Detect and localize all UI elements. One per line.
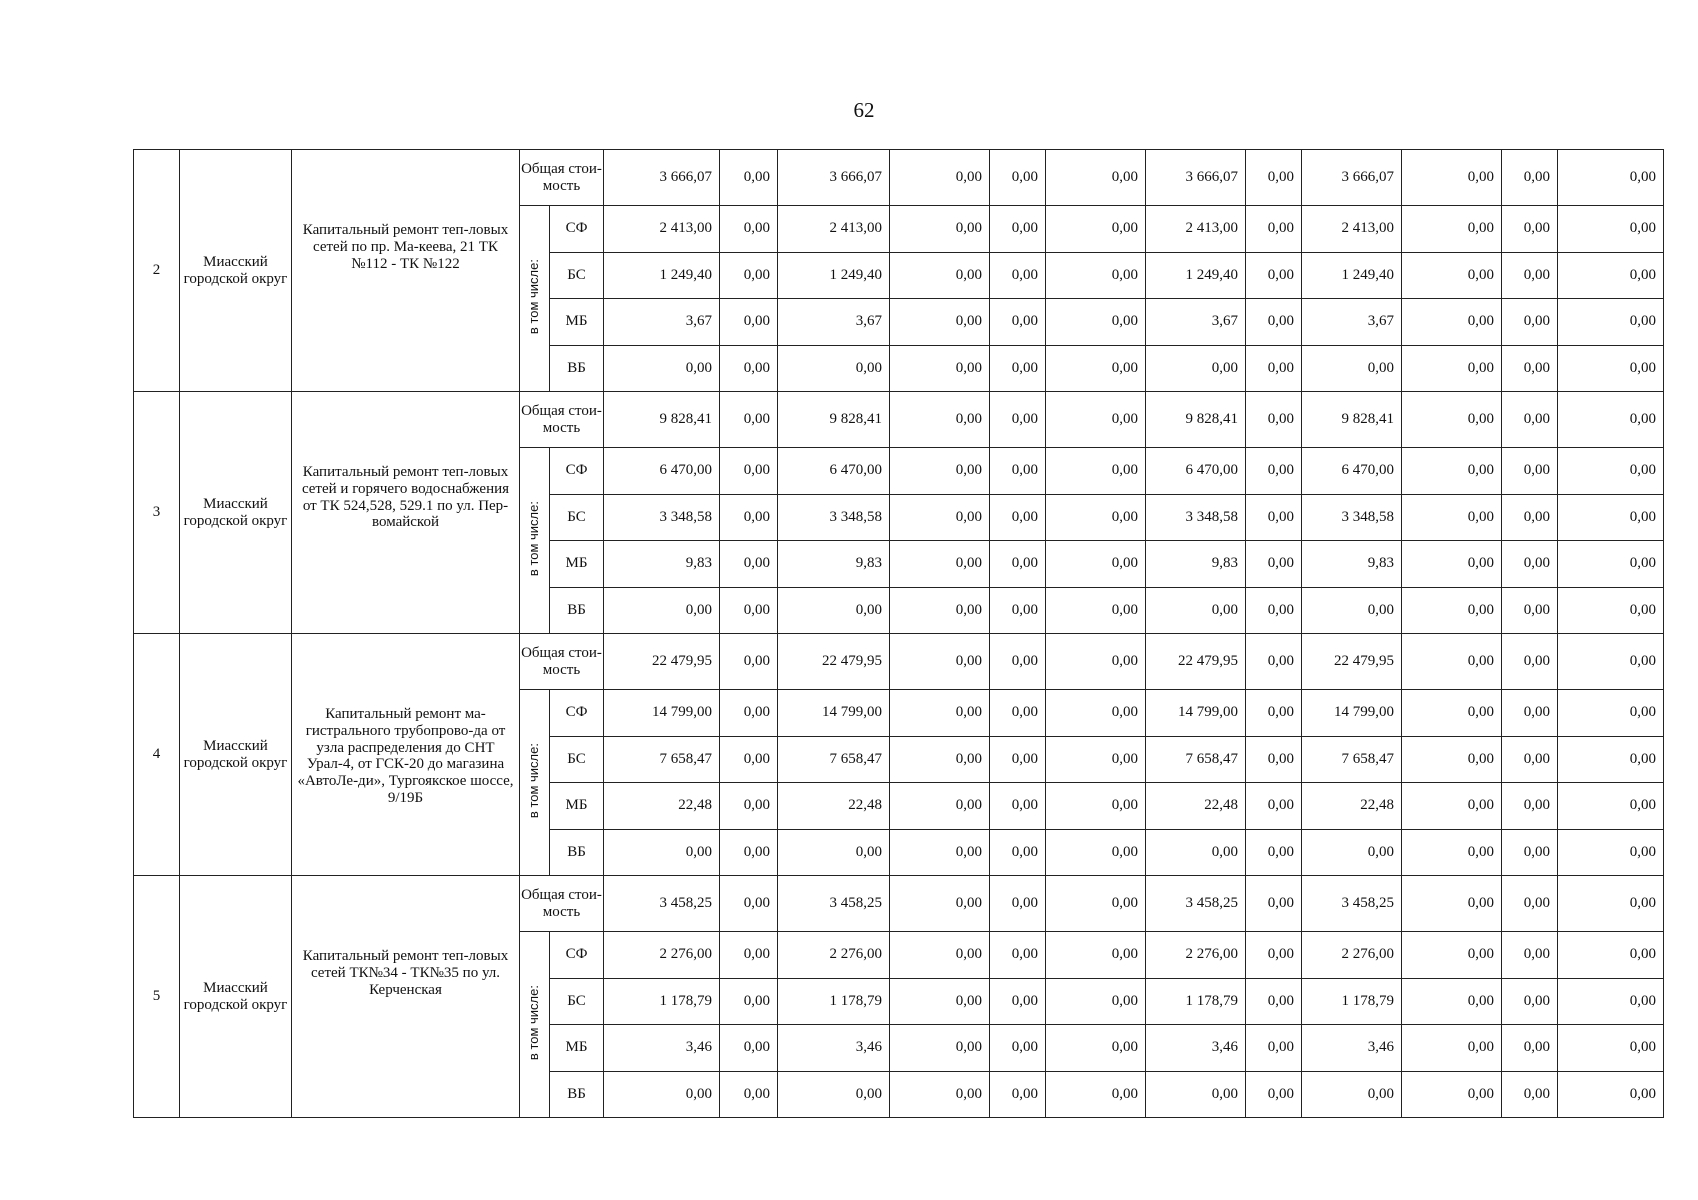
value-cell-c10: 0,00 xyxy=(1402,876,1502,932)
value-cell-c3: 3,67 xyxy=(778,299,890,346)
value-cell-c5: 0,00 xyxy=(990,876,1046,932)
value-cell-c11: 0,00 xyxy=(1502,690,1558,737)
value-cell-c6: 0,00 xyxy=(1046,494,1146,541)
including-label-cell xyxy=(520,206,550,392)
value-cell-c5: 0,00 xyxy=(990,932,1046,979)
row-index: 5 xyxy=(134,876,180,1118)
value-cell-c5: 0,00 xyxy=(990,541,1046,588)
project-name-cell xyxy=(292,392,520,634)
value-cell-c8: 0,00 xyxy=(1246,829,1302,876)
value-cell-c9: 3,46 xyxy=(1302,1025,1402,1072)
value-cell-c7: 0,00 xyxy=(1146,587,1246,634)
including-label: в том числе: xyxy=(526,500,542,576)
value-cell-c4: 0,00 xyxy=(890,252,990,299)
funding-source-label: БС xyxy=(550,736,604,783)
value-cell-c11: 0,00 xyxy=(1502,345,1558,392)
value-cell-c5: 0,00 xyxy=(990,392,1046,448)
row-index: 2 xyxy=(134,150,180,392)
value-cell-c3: 9,83 xyxy=(778,541,890,588)
value-cell-c3: 22,48 xyxy=(778,783,890,830)
municipality-cell: Миасский городской округ xyxy=(180,876,292,1118)
value-cell-c11: 0,00 xyxy=(1502,392,1558,448)
value-cell-total: 0,00 xyxy=(604,1071,720,1118)
value-cell-c5: 0,00 xyxy=(990,1071,1046,1118)
value-cell-c8: 0,00 xyxy=(1246,299,1302,346)
value-cell-c4: 0,00 xyxy=(890,829,990,876)
value-cell-c5: 0,00 xyxy=(990,494,1046,541)
value-cell-c6: 0,00 xyxy=(1046,1025,1146,1072)
value-cell-c7: 3 666,07 xyxy=(1146,150,1246,206)
value-cell-c3: 7 658,47 xyxy=(778,736,890,783)
funding-source-label: СФ xyxy=(550,448,604,495)
value-cell-c6: 0,00 xyxy=(1046,392,1146,448)
value-cell-c7: 22,48 xyxy=(1146,783,1246,830)
including-label: в том числе: xyxy=(526,258,542,334)
value-cell-c11: 0,00 xyxy=(1502,829,1558,876)
value-cell-c3: 0,00 xyxy=(778,345,890,392)
value-cell-c2: 0,00 xyxy=(720,494,778,541)
value-cell-c6: 0,00 xyxy=(1046,876,1146,932)
value-cell-c2: 0,00 xyxy=(720,299,778,346)
value-cell-c7: 22 479,95 xyxy=(1146,634,1246,690)
value-cell-c3: 14 799,00 xyxy=(778,690,890,737)
value-cell-c11: 0,00 xyxy=(1502,252,1558,299)
value-cell-c9: 2 413,00 xyxy=(1302,206,1402,253)
value-cell-c4: 0,00 xyxy=(890,1025,990,1072)
value-cell-c12: 0,00 xyxy=(1558,252,1664,299)
value-cell-c8: 0,00 xyxy=(1246,1071,1302,1118)
value-cell-c7: 3 458,25 xyxy=(1146,876,1246,932)
value-cell-c12: 0,00 xyxy=(1558,736,1664,783)
value-cell-c8: 0,00 xyxy=(1246,494,1302,541)
value-cell-c8: 0,00 xyxy=(1246,783,1302,830)
project-name-cell xyxy=(292,150,520,392)
value-cell-c8: 0,00 xyxy=(1246,634,1302,690)
value-cell-c4: 0,00 xyxy=(890,932,990,979)
value-cell-c11: 0,00 xyxy=(1502,1025,1558,1072)
value-cell-c6: 0,00 xyxy=(1046,690,1146,737)
value-cell-c8: 0,00 xyxy=(1246,1025,1302,1072)
value-cell-c4: 0,00 xyxy=(890,634,990,690)
value-cell-c8: 0,00 xyxy=(1246,736,1302,783)
value-cell-c3: 2 276,00 xyxy=(778,932,890,979)
value-cell-c5: 0,00 xyxy=(990,252,1046,299)
municipality-cell: Миасский городской округ xyxy=(180,150,292,392)
value-cell-c4: 0,00 xyxy=(890,299,990,346)
value-cell-c4: 0,00 xyxy=(890,690,990,737)
value-cell-c9: 0,00 xyxy=(1302,829,1402,876)
value-cell-c3: 0,00 xyxy=(778,829,890,876)
total-cost-label: Общая стои-мость xyxy=(520,150,604,206)
value-cell-c12: 0,00 xyxy=(1558,541,1664,588)
value-cell-c6: 0,00 xyxy=(1046,1071,1146,1118)
value-cell-c9: 7 658,47 xyxy=(1302,736,1402,783)
value-cell-c7: 2 413,00 xyxy=(1146,206,1246,253)
value-cell-c9: 22,48 xyxy=(1302,783,1402,830)
value-cell-c4: 0,00 xyxy=(890,392,990,448)
value-cell-c11: 0,00 xyxy=(1502,494,1558,541)
value-cell-c3: 2 413,00 xyxy=(778,206,890,253)
value-cell-c11: 0,00 xyxy=(1502,150,1558,206)
value-cell-total: 6 470,00 xyxy=(604,448,720,495)
value-cell-total: 3 666,07 xyxy=(604,150,720,206)
value-cell-c7: 0,00 xyxy=(1146,1071,1246,1118)
value-cell-c2: 0,00 xyxy=(720,345,778,392)
value-cell-c3: 3,46 xyxy=(778,1025,890,1072)
value-cell-c10: 0,00 xyxy=(1402,978,1502,1025)
value-cell-c12: 0,00 xyxy=(1558,448,1664,495)
funding-source-label: СФ xyxy=(550,932,604,979)
value-cell-c12: 0,00 xyxy=(1558,978,1664,1025)
value-cell-c8: 0,00 xyxy=(1246,252,1302,299)
value-cell-c12: 0,00 xyxy=(1558,494,1664,541)
budget-table xyxy=(133,149,1664,1118)
value-cell-c10: 0,00 xyxy=(1402,634,1502,690)
value-cell-c12: 0,00 xyxy=(1558,345,1664,392)
value-cell-c7: 2 276,00 xyxy=(1146,932,1246,979)
value-cell-c5: 0,00 xyxy=(990,783,1046,830)
value-cell-c9: 0,00 xyxy=(1302,1071,1402,1118)
value-cell-c7: 7 658,47 xyxy=(1146,736,1246,783)
value-cell-c4: 0,00 xyxy=(890,876,990,932)
value-cell-c5: 0,00 xyxy=(990,736,1046,783)
value-cell-c7: 0,00 xyxy=(1146,345,1246,392)
funding-source-label: МБ xyxy=(550,541,604,588)
value-cell-c3: 3 458,25 xyxy=(778,876,890,932)
value-cell-c12: 0,00 xyxy=(1558,1071,1664,1118)
value-cell-c7: 3,67 xyxy=(1146,299,1246,346)
project-name-text: Капитальный ремонт теп-ловых сетей по пр. Ма-кеева, 21 ТК №112 - ТК №122 xyxy=(302,222,509,272)
value-cell-c11: 0,00 xyxy=(1502,876,1558,932)
funding-source-label: ВБ xyxy=(550,1071,604,1118)
value-cell-total: 3,67 xyxy=(604,299,720,346)
value-cell-c5: 0,00 xyxy=(990,587,1046,634)
value-cell-c11: 0,00 xyxy=(1502,299,1558,346)
value-cell-c7: 3,46 xyxy=(1146,1025,1246,1072)
value-cell-total: 1 249,40 xyxy=(604,252,720,299)
value-cell-c2: 0,00 xyxy=(720,541,778,588)
value-cell-c11: 0,00 xyxy=(1502,206,1558,253)
value-cell-c2: 0,00 xyxy=(720,876,778,932)
value-cell-c3: 22 479,95 xyxy=(778,634,890,690)
value-cell-c5: 0,00 xyxy=(990,1025,1046,1072)
value-cell-c10: 0,00 xyxy=(1402,541,1502,588)
funding-source-label: ВБ xyxy=(550,587,604,634)
value-cell-c4: 0,00 xyxy=(890,150,990,206)
value-cell-c6: 0,00 xyxy=(1046,448,1146,495)
value-cell-c10: 0,00 xyxy=(1402,587,1502,634)
value-cell-c9: 3 666,07 xyxy=(1302,150,1402,206)
value-cell-c12: 0,00 xyxy=(1558,783,1664,830)
value-cell-c4: 0,00 xyxy=(890,541,990,588)
value-cell-c5: 0,00 xyxy=(990,448,1046,495)
value-cell-total: 14 799,00 xyxy=(604,690,720,737)
value-cell-c11: 0,00 xyxy=(1502,541,1558,588)
row-index: 3 xyxy=(134,392,180,634)
value-cell-c3: 0,00 xyxy=(778,587,890,634)
page-number: 62 xyxy=(853,98,875,122)
funding-source-label: БС xyxy=(550,494,604,541)
value-cell-c12: 0,00 xyxy=(1558,392,1664,448)
value-cell-c4: 0,00 xyxy=(890,587,990,634)
total-cost-label: Общая стои-мость xyxy=(520,876,604,932)
value-cell-total: 3,46 xyxy=(604,1025,720,1072)
value-cell-c3: 9 828,41 xyxy=(778,392,890,448)
value-cell-c10: 0,00 xyxy=(1402,150,1502,206)
funding-source-label: ВБ xyxy=(550,829,604,876)
municipality-cell: Миасский городской округ xyxy=(180,634,292,876)
value-cell-c9: 0,00 xyxy=(1302,345,1402,392)
value-cell-c12: 0,00 xyxy=(1558,299,1664,346)
project-name-text: Капитальный ремонт теп-ловых сетей ТК№34 - ТК№35 по ул. Керченская xyxy=(302,948,509,998)
value-cell-c2: 0,00 xyxy=(720,978,778,1025)
value-cell-c3: 1 249,40 xyxy=(778,252,890,299)
funding-source-label: МБ xyxy=(550,1025,604,1072)
value-cell-c6: 0,00 xyxy=(1046,783,1146,830)
value-cell-c8: 0,00 xyxy=(1246,448,1302,495)
block-total-row xyxy=(134,634,1664,690)
project-name-text: Капитальный ремонт теп-ловых сетей и горячего водоснабжения от ТК 524,528, 529.1 по ул. Пер-вомайской xyxy=(301,464,510,531)
value-cell-c2: 0,00 xyxy=(720,1071,778,1118)
block-total-row xyxy=(134,392,1664,448)
including-label-cell xyxy=(520,690,550,876)
project-name-text: Капитальный ремонт ма-гистрального трубопрово-да от узла распределения до СНТ Урал-4, от ГСК-20 до магазина «АвтоЛе-ди», Тургоякское шоссе, 9/19Б xyxy=(297,706,514,806)
value-cell-c5: 0,00 xyxy=(990,345,1046,392)
including-label-cell xyxy=(520,932,550,1118)
value-cell-c12: 0,00 xyxy=(1558,206,1664,253)
value-cell-c2: 0,00 xyxy=(720,932,778,979)
including-label-cell xyxy=(520,448,550,634)
value-cell-c10: 0,00 xyxy=(1402,252,1502,299)
value-cell-c6: 0,00 xyxy=(1046,541,1146,588)
value-cell-c6: 0,00 xyxy=(1046,932,1146,979)
value-cell-c2: 0,00 xyxy=(720,1025,778,1072)
value-cell-c3: 3 348,58 xyxy=(778,494,890,541)
value-cell-c9: 14 799,00 xyxy=(1302,690,1402,737)
value-cell-c5: 0,00 xyxy=(990,206,1046,253)
value-cell-c9: 6 470,00 xyxy=(1302,448,1402,495)
value-cell-c8: 0,00 xyxy=(1246,541,1302,588)
value-cell-c6: 0,00 xyxy=(1046,252,1146,299)
value-cell-c6: 0,00 xyxy=(1046,634,1146,690)
value-cell-c10: 0,00 xyxy=(1402,345,1502,392)
value-cell-total: 7 658,47 xyxy=(604,736,720,783)
value-cell-c5: 0,00 xyxy=(990,634,1046,690)
value-cell-c8: 0,00 xyxy=(1246,206,1302,253)
value-cell-c10: 0,00 xyxy=(1402,392,1502,448)
value-cell-c7: 1 249,40 xyxy=(1146,252,1246,299)
value-cell-total: 22,48 xyxy=(604,783,720,830)
value-cell-total: 0,00 xyxy=(604,829,720,876)
project-name-cell xyxy=(292,634,520,876)
value-cell-total: 0,00 xyxy=(604,345,720,392)
value-cell-c6: 0,00 xyxy=(1046,736,1146,783)
value-cell-total: 22 479,95 xyxy=(604,634,720,690)
value-cell-c8: 0,00 xyxy=(1246,690,1302,737)
value-cell-c7: 1 178,79 xyxy=(1146,978,1246,1025)
municipality-cell: Миасский городской округ xyxy=(180,392,292,634)
value-cell-c4: 0,00 xyxy=(890,1071,990,1118)
value-cell-c8: 0,00 xyxy=(1246,345,1302,392)
value-cell-c9: 2 276,00 xyxy=(1302,932,1402,979)
value-cell-c10: 0,00 xyxy=(1402,736,1502,783)
value-cell-c6: 0,00 xyxy=(1046,299,1146,346)
value-cell-c12: 0,00 xyxy=(1558,932,1664,979)
total-cost-label: Общая стои-мость xyxy=(520,634,604,690)
value-cell-c10: 0,00 xyxy=(1402,299,1502,346)
value-cell-c12: 0,00 xyxy=(1558,634,1664,690)
value-cell-c10: 0,00 xyxy=(1402,932,1502,979)
value-cell-total: 3 458,25 xyxy=(604,876,720,932)
block-total-row xyxy=(134,876,1664,932)
value-cell-total: 2 413,00 xyxy=(604,206,720,253)
value-cell-c10: 0,00 xyxy=(1402,783,1502,830)
value-cell-c8: 0,00 xyxy=(1246,876,1302,932)
value-cell-c2: 0,00 xyxy=(720,252,778,299)
value-cell-c12: 0,00 xyxy=(1558,829,1664,876)
value-cell-c3: 1 178,79 xyxy=(778,978,890,1025)
value-cell-c8: 0,00 xyxy=(1246,150,1302,206)
value-cell-c9: 3,67 xyxy=(1302,299,1402,346)
value-cell-c8: 0,00 xyxy=(1246,932,1302,979)
value-cell-c5: 0,00 xyxy=(990,299,1046,346)
value-cell-c5: 0,00 xyxy=(990,829,1046,876)
value-cell-total: 9,83 xyxy=(604,541,720,588)
value-cell-c3: 6 470,00 xyxy=(778,448,890,495)
value-cell-c7: 9 828,41 xyxy=(1146,392,1246,448)
value-cell-c11: 0,00 xyxy=(1502,634,1558,690)
project-name-cell xyxy=(292,876,520,1118)
value-cell-c10: 0,00 xyxy=(1402,690,1502,737)
including-label: в том числе: xyxy=(526,742,542,818)
block-total-row xyxy=(134,150,1664,206)
value-cell-total: 2 276,00 xyxy=(604,932,720,979)
total-cost-label: Общая стои-мость xyxy=(520,392,604,448)
value-cell-c2: 0,00 xyxy=(720,634,778,690)
value-cell-c12: 0,00 xyxy=(1558,876,1664,932)
funding-source-label: ВБ xyxy=(550,345,604,392)
value-cell-c10: 0,00 xyxy=(1402,829,1502,876)
value-cell-c11: 0,00 xyxy=(1502,448,1558,495)
row-index: 4 xyxy=(134,634,180,876)
value-cell-c3: 3 666,07 xyxy=(778,150,890,206)
value-cell-c11: 0,00 xyxy=(1502,1071,1558,1118)
value-cell-c10: 0,00 xyxy=(1402,494,1502,541)
value-cell-c8: 0,00 xyxy=(1246,587,1302,634)
value-cell-c10: 0,00 xyxy=(1402,1071,1502,1118)
value-cell-c9: 1 178,79 xyxy=(1302,978,1402,1025)
value-cell-c2: 0,00 xyxy=(720,587,778,634)
value-cell-c11: 0,00 xyxy=(1502,587,1558,634)
value-cell-c2: 0,00 xyxy=(720,736,778,783)
value-cell-c8: 0,00 xyxy=(1246,392,1302,448)
value-cell-c2: 0,00 xyxy=(720,690,778,737)
value-cell-c2: 0,00 xyxy=(720,783,778,830)
value-cell-c7: 14 799,00 xyxy=(1146,690,1246,737)
funding-source-label: СФ xyxy=(550,690,604,737)
value-cell-c6: 0,00 xyxy=(1046,587,1146,634)
value-cell-c10: 0,00 xyxy=(1402,206,1502,253)
value-cell-c9: 9 828,41 xyxy=(1302,392,1402,448)
value-cell-c6: 0,00 xyxy=(1046,978,1146,1025)
value-cell-c5: 0,00 xyxy=(990,978,1046,1025)
value-cell-c9: 22 479,95 xyxy=(1302,634,1402,690)
value-cell-c5: 0,00 xyxy=(990,150,1046,206)
funding-source-label: МБ xyxy=(550,783,604,830)
value-cell-c11: 0,00 xyxy=(1502,932,1558,979)
value-cell-c12: 0,00 xyxy=(1558,150,1664,206)
value-cell-c6: 0,00 xyxy=(1046,150,1146,206)
value-cell-c7: 0,00 xyxy=(1146,829,1246,876)
value-cell-c10: 0,00 xyxy=(1402,1025,1502,1072)
value-cell-c3: 0,00 xyxy=(778,1071,890,1118)
value-cell-c9: 0,00 xyxy=(1302,587,1402,634)
funding-source-label: МБ xyxy=(550,299,604,346)
value-cell-c4: 0,00 xyxy=(890,783,990,830)
value-cell-c4: 0,00 xyxy=(890,494,990,541)
value-cell-c2: 0,00 xyxy=(720,392,778,448)
funding-source-label: БС xyxy=(550,252,604,299)
value-cell-c5: 0,00 xyxy=(990,690,1046,737)
value-cell-c12: 0,00 xyxy=(1558,587,1664,634)
including-label: в том числе: xyxy=(526,984,542,1060)
value-cell-c6: 0,00 xyxy=(1046,829,1146,876)
value-cell-c11: 0,00 xyxy=(1502,736,1558,783)
value-cell-c2: 0,00 xyxy=(720,150,778,206)
value-cell-c4: 0,00 xyxy=(890,978,990,1025)
value-cell-c2: 0,00 xyxy=(720,448,778,495)
value-cell-total: 0,00 xyxy=(604,587,720,634)
funding-source-label: БС xyxy=(550,978,604,1025)
value-cell-c4: 0,00 xyxy=(890,736,990,783)
value-cell-c12: 0,00 xyxy=(1558,690,1664,737)
value-cell-total: 1 178,79 xyxy=(604,978,720,1025)
value-cell-c4: 0,00 xyxy=(890,448,990,495)
value-cell-total: 3 348,58 xyxy=(604,494,720,541)
value-cell-c8: 0,00 xyxy=(1246,978,1302,1025)
value-cell-c2: 0,00 xyxy=(720,829,778,876)
value-cell-c6: 0,00 xyxy=(1046,206,1146,253)
funding-source-label: СФ xyxy=(550,206,604,253)
value-cell-c10: 0,00 xyxy=(1402,448,1502,495)
value-cell-c4: 0,00 xyxy=(890,345,990,392)
value-cell-c11: 0,00 xyxy=(1502,783,1558,830)
value-cell-c9: 1 249,40 xyxy=(1302,252,1402,299)
value-cell-c4: 0,00 xyxy=(890,206,990,253)
value-cell-c6: 0,00 xyxy=(1046,345,1146,392)
value-cell-c9: 3 348,58 xyxy=(1302,494,1402,541)
value-cell-c7: 3 348,58 xyxy=(1146,494,1246,541)
value-cell-total: 9 828,41 xyxy=(604,392,720,448)
value-cell-c9: 9,83 xyxy=(1302,541,1402,588)
value-cell-c12: 0,00 xyxy=(1558,1025,1664,1072)
value-cell-c2: 0,00 xyxy=(720,206,778,253)
value-cell-c7: 9,83 xyxy=(1146,541,1246,588)
value-cell-c7: 6 470,00 xyxy=(1146,448,1246,495)
value-cell-c11: 0,00 xyxy=(1502,978,1558,1025)
value-cell-c9: 3 458,25 xyxy=(1302,876,1402,932)
